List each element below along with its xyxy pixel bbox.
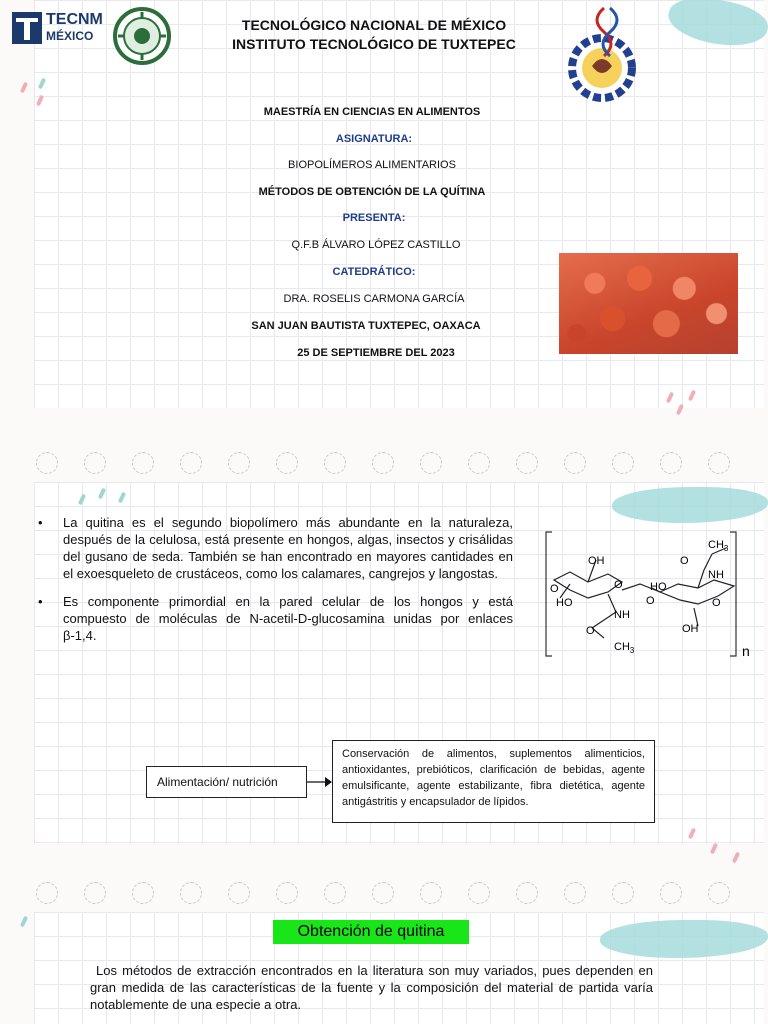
carbonyl-oxygen-label: O (586, 625, 595, 637)
dotted-separator (0, 452, 768, 478)
carbonyl-oxygen-label: O (680, 555, 689, 567)
topic-title: MÉTODOS DE OBTENCIÓN DE LA QUÍTINA (258, 186, 486, 198)
decorative-confetti (20, 916, 28, 928)
application-category-label: Alimentación/ nutrición (157, 775, 278, 789)
applications-list-box (332, 740, 655, 823)
methyl-subscript: 3 (723, 544, 729, 553)
application-category-box (146, 766, 307, 798)
bullet-text: La quitina es el segundo biopolímero más abundante en la naturaleza, después de la celulosa, está presente en hongos, algas, insectos y crisálidas del gusano de seda. También se han encontrado en mayores cantidades en el exoesqueleto de crustáceos, como los calamares, cangrejos y langostas. (63, 515, 513, 581)
methyl-label (614, 641, 635, 655)
date: 25 DE SEPTIEMBRE DEL 2023 (297, 347, 455, 359)
chitin-structure-diagram (530, 528, 768, 664)
bullet-text: Es componente primordial en la pared celular de los hongos y está compuesto de moléculas de N-acetil-D-glucosamina unidas por enlaces β-1,4. (63, 594, 513, 643)
dotted-separator (0, 882, 768, 908)
section-title: Obtención de quitina (273, 920, 469, 944)
methyl-subscript: 3 (629, 646, 635, 655)
methyl-label (708, 539, 729, 553)
list-item (38, 593, 513, 644)
tecnm-logo-subtext: MÉXICO (46, 29, 94, 43)
methyl-text: CH (614, 641, 630, 653)
arrow-right-icon (307, 776, 333, 788)
bullet-marker: • (38, 594, 43, 609)
header-line-1: TECNOLÓGICO NACIONAL DE MÉXICO (241, 17, 507, 33)
amine-label: NH (708, 569, 724, 581)
header-line-2: INSTITUTO TECNOLÓGICO DE TUXTEPEC (232, 36, 516, 52)
intro-bullet-list (38, 514, 513, 655)
amine-label: NH (614, 609, 630, 621)
decorative-confetti (710, 843, 718, 855)
hydroxyl-label: OH (588, 555, 605, 567)
ring-oxygen-label: O (614, 579, 623, 591)
repeat-index-label: n (742, 643, 750, 659)
methyl-text: CH (708, 539, 724, 551)
teacher-name: DRA. ROSELIS CARMONA GARCÍA (283, 293, 465, 305)
hydroxyl-label: OH (682, 623, 699, 635)
section-paragraph: Los métodos de extracción encontrados en la literatura son muy variados, pues dependen en gran medida de las características de la fuente y la composición del material de partida varía notablemente de una especie a otra. (90, 963, 653, 1012)
oxygen-label: O (550, 583, 559, 595)
place: SAN JUAN BAUTISTA TUXTEPEC, OAXACA (251, 320, 481, 332)
decorative-confetti (732, 852, 740, 864)
hydroxyl-label: HO (556, 597, 573, 609)
ring-oxygen-label: O (712, 597, 721, 609)
crustaceans-photo (559, 253, 738, 354)
glycosidic-oxygen-label: O (646, 595, 655, 607)
presenter-name: Q.F.B ÁLVARO LÓPEZ CASTILLO (291, 239, 461, 251)
tecnm-logo-text: TECNM (46, 11, 103, 28)
applications-text: Conservación de alimentos, suplementos alimenticios, antioxidantes, prebióticos, clarificación de bebidas, agente emulsificante, agente estabilizante, fibra dietética, agente antigástritis y encapsulador de lípidos. (342, 748, 645, 808)
bullet-marker: • (38, 515, 43, 530)
subject-name: BIOPOLÍMEROS ALIMENTARIOS (288, 159, 456, 171)
list-item (38, 514, 513, 582)
presenter-label: PRESENTA: (342, 212, 406, 224)
decorative-confetti (20, 82, 28, 94)
hydroxyl-label: HO (650, 581, 667, 593)
teacher-label: CATEDRÁTICO: (332, 266, 416, 278)
subject-label: ASIGNATURA: (335, 133, 413, 145)
program-title: MAESTRÍA EN CIENCIAS EN ALIMENTOS (263, 106, 481, 118)
